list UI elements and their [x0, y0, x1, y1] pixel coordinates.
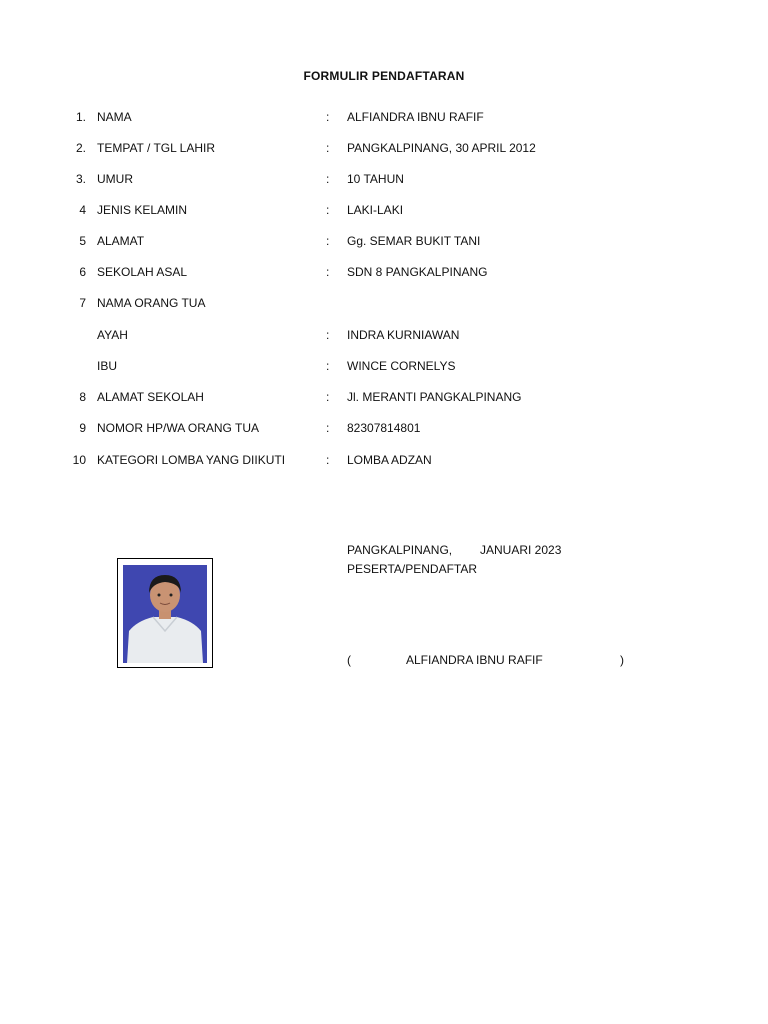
row-value: SDN 8 PANGKALPINANG: [347, 265, 488, 279]
form-row: [0, 202, 768, 218]
row-number: 8: [79, 390, 86, 404]
form-row: [0, 171, 768, 187]
row-number: 2.: [75, 141, 86, 155]
signature-open-paren: (: [347, 653, 351, 667]
form-title: FORMULIR PENDAFTARAN: [303, 69, 465, 83]
row-label: NAMA ORANG TUA: [97, 296, 206, 310]
row-colon: :: [326, 453, 330, 467]
row-label: ALAMAT SEKOLAH: [97, 390, 204, 404]
row-colon: :: [326, 203, 330, 217]
row-value: Gg. SEMAR BUKIT TANI: [347, 234, 481, 248]
row-colon: :: [326, 421, 330, 435]
row-value: INDRA KURNIAWAN: [347, 328, 460, 342]
row-number: 9: [79, 421, 86, 435]
row-number: 4: [79, 203, 86, 217]
signature-close-paren: ): [620, 653, 624, 667]
student-portrait-icon: [123, 565, 207, 663]
form-row: [0, 264, 768, 280]
row-label: KATEGORI LOMBA YANG DIIKUTI: [97, 453, 286, 467]
row-label: ALAMAT: [97, 234, 145, 248]
row-number: 7: [79, 296, 86, 310]
row-value: Jl. MERANTI PANGKALPINANG: [347, 390, 522, 404]
form-row: [0, 389, 768, 405]
form-row: [0, 140, 768, 156]
row-label: NOMOR HP/WA ORANG TUA: [97, 421, 260, 435]
row-label: TEMPAT / TGL LAHIR: [97, 141, 216, 155]
row-value: 10 TAHUN: [347, 172, 404, 186]
row-colon: :: [326, 141, 330, 155]
student-photo-frame: [117, 558, 213, 668]
row-colon: :: [326, 234, 330, 248]
row-value: ALFIANDRA IBNU RAFIF: [347, 110, 484, 124]
row-colon: :: [326, 265, 330, 279]
form-row: [0, 358, 768, 374]
row-colon: :: [326, 359, 330, 373]
form-row: [0, 109, 768, 125]
row-colon: :: [326, 328, 330, 342]
row-number: 1.: [75, 110, 86, 124]
signature-name: ALFIANDRA IBNU RAFIF: [406, 653, 543, 667]
row-colon: :: [326, 110, 330, 124]
signature-place: PANGKALPINANG,: [347, 543, 453, 557]
row-label: AYAH: [97, 328, 128, 342]
row-label: SEKOLAH ASAL: [97, 265, 188, 279]
row-value: PANGKALPINANG, 30 APRIL 2012: [347, 141, 536, 155]
form-row: [0, 295, 768, 311]
row-label: NAMA: [97, 110, 132, 124]
signature-role: PESERTA/PENDAFTAR: [347, 562, 478, 576]
row-colon: :: [326, 172, 330, 186]
form-row: [0, 327, 768, 343]
row-value: LAKI-LAKI: [347, 203, 404, 217]
row-number: 5: [79, 234, 86, 248]
row-colon: :: [326, 390, 330, 404]
row-value: WINCE CORNELYS: [347, 359, 456, 373]
row-label: JENIS KELAMIN: [97, 203, 188, 217]
row-number: 10: [72, 453, 86, 467]
form-row: [0, 233, 768, 249]
form-row: [0, 420, 768, 436]
row-label: IBU: [97, 359, 118, 373]
row-label: UMUR: [97, 172, 133, 186]
row-number: 3.: [75, 172, 86, 186]
form-row: [0, 452, 768, 468]
row-number: 6: [79, 265, 86, 279]
row-value: 82307814801: [347, 421, 421, 435]
row-value: LOMBA ADZAN: [347, 453, 432, 467]
student-photo: [123, 565, 207, 663]
signature-date: JANUARI 2023: [480, 543, 562, 557]
